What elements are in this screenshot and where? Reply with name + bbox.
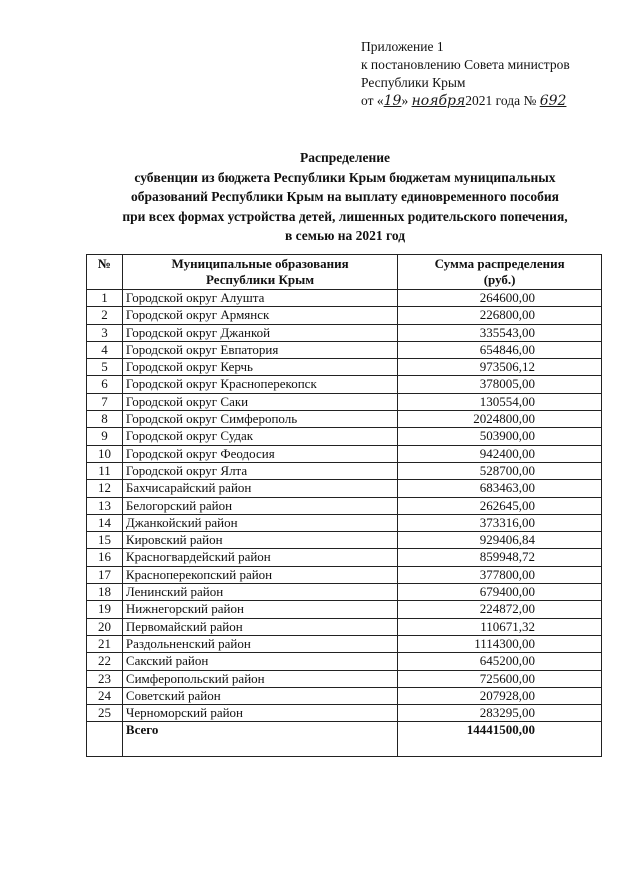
title-line-3: образований Республики Крым на выплату единовременного пособия (131, 189, 559, 204)
row-name: Городской округ Красноперекопск (122, 376, 397, 393)
row-num: 23 (87, 670, 123, 687)
header-amount-line-2: (руб.) (483, 272, 516, 287)
row-amount: 130554,00 (398, 393, 602, 410)
row-num: 5 (87, 359, 123, 376)
row-amount: 645200,00 (398, 653, 602, 670)
row-amount: 262645,00 (398, 497, 602, 514)
row-name: Черноморский район (122, 705, 397, 722)
header-num: № (87, 255, 123, 290)
row-amount: 725600,00 (398, 670, 602, 687)
row-amount: 2024800,00 (398, 411, 602, 428)
table-header-row (87, 255, 602, 290)
row-amount: 373316,00 (398, 514, 602, 531)
header-name-line-2: Республики Крым (206, 272, 315, 287)
row-num: 11 (87, 462, 123, 479)
table-row (87, 445, 602, 462)
table-row (87, 635, 602, 652)
row-name: Белогорский район (122, 497, 397, 514)
row-name: Красноперекопский район (122, 566, 397, 583)
row-amount: 683463,00 (398, 480, 602, 497)
title-line-2: субвенции из бюджета Республики Крым бюджетам муниципальных (134, 169, 556, 185)
row-amount: 503900,00 (398, 428, 602, 445)
table-row (87, 497, 602, 514)
table-row (87, 705, 602, 722)
row-amount: 654846,00 (398, 341, 602, 358)
row-name: Городской округ Керчь (122, 359, 397, 376)
row-num: 25 (87, 705, 123, 722)
row-num: 13 (87, 497, 123, 514)
table-row (87, 653, 602, 670)
row-name: Симферопольский район (122, 670, 397, 687)
row-num: 12 (87, 480, 123, 497)
row-name: Красногвардейский район (122, 549, 397, 566)
row-amount: 264600,00 (398, 290, 602, 307)
title-line-1: Распределение (299, 150, 391, 165)
row-num: 21 (87, 635, 123, 652)
row-num: 10 (87, 445, 123, 462)
header-amount (398, 255, 602, 290)
date-month: ноября (411, 93, 466, 109)
date-prefix: от « (361, 93, 384, 108)
row-num: 22 (87, 653, 123, 670)
table-row (87, 359, 602, 376)
row-name: Городской округ Феодосия (122, 445, 397, 462)
row-name: Сакский район (122, 653, 397, 670)
row-name: Первомайский район (122, 618, 397, 635)
row-name: Советский район (122, 687, 397, 704)
row-num: 8 (87, 411, 123, 428)
row-name: Городской округ Армянск (122, 307, 397, 324)
appendix-date-line (361, 92, 570, 110)
table-row (87, 532, 602, 549)
row-name: Кировский район (122, 532, 397, 549)
appendix-line-3: Республики Крым (361, 75, 466, 90)
table-row (87, 393, 602, 410)
table-row (87, 687, 602, 704)
row-amount: 1114300,00 (398, 635, 602, 652)
row-num: 2 (87, 307, 123, 324)
row-num: 7 (87, 393, 123, 410)
table-row (87, 462, 602, 479)
table-row (87, 480, 602, 497)
row-name: Городской округ Алушта (122, 290, 397, 307)
row-num: 16 (87, 549, 123, 566)
row-amount: 378005,00 (398, 376, 602, 393)
row-num: 15 (87, 532, 123, 549)
date-close: » (401, 93, 409, 108)
row-amount: 377800,00 (398, 566, 602, 583)
row-name: Городской округ Евпатория (122, 341, 397, 358)
row-num: 20 (87, 618, 123, 635)
title-line-5: в семью на 2021 год (284, 228, 406, 243)
table-row (87, 618, 602, 635)
table-row (87, 514, 602, 531)
table-row (87, 341, 602, 358)
total-amount: 14441500,00 (398, 722, 602, 757)
header-name (122, 255, 397, 290)
row-name: Ленинский район (122, 584, 397, 601)
table-row (87, 428, 602, 445)
row-amount: 110671,32 (398, 618, 602, 635)
row-num: 18 (87, 584, 123, 601)
document-title (70, 148, 620, 246)
row-name: Городской округ Саки (122, 393, 397, 410)
row-amount: 859948,72 (398, 549, 602, 566)
row-amount: 679400,00 (398, 584, 602, 601)
table-row (87, 670, 602, 687)
table-total-row (87, 722, 602, 757)
row-name: Раздольненский район (122, 635, 397, 652)
row-num: 1 (87, 290, 123, 307)
title-line-4: при всех формах устройства детей, лишенных родительского попечения, (122, 208, 568, 224)
decree-number: 692 (539, 93, 567, 109)
table-row (87, 307, 602, 324)
date-day: 19 (383, 93, 402, 109)
header-name-line-1: Муниципальные образования (171, 256, 349, 271)
row-amount: 283295,00 (398, 705, 602, 722)
row-name: Бахчисарайский район (122, 480, 397, 497)
table-row (87, 584, 602, 601)
row-num: 14 (87, 514, 123, 531)
row-amount: 226800,00 (398, 307, 602, 324)
row-num: 17 (87, 566, 123, 583)
table-row (87, 411, 602, 428)
table-row (87, 601, 602, 618)
row-amount: 224872,00 (398, 601, 602, 618)
row-name: Городской округ Джанкой (122, 324, 397, 341)
row-name: Городской округ Ялта (122, 462, 397, 479)
row-num: 24 (87, 687, 123, 704)
row-num: 3 (87, 324, 123, 341)
table-row (87, 324, 602, 341)
distribution-table (86, 254, 602, 757)
appendix-line-2: к постановлению Совета министров (361, 57, 570, 72)
header-amount-line-1: Сумма распределения (434, 256, 565, 271)
row-amount: 335543,00 (398, 324, 602, 341)
row-num: 4 (87, 341, 123, 358)
table-row (87, 549, 602, 566)
row-name: Нижнегорский район (122, 601, 397, 618)
row-name: Городской округ Симферополь (122, 411, 397, 428)
row-amount: 528700,00 (398, 462, 602, 479)
row-amount: 942400,00 (398, 445, 602, 462)
row-name: Джанкойский район (122, 514, 397, 531)
row-num: 9 (87, 428, 123, 445)
row-amount: 207928,00 (398, 687, 602, 704)
total-label: Всего (122, 722, 397, 757)
row-num: 19 (87, 601, 123, 618)
appendix-line-1: Приложение 1 (361, 39, 444, 54)
appendix-header (361, 38, 570, 110)
row-name: Городской округ Судак (122, 428, 397, 445)
table-row (87, 566, 602, 583)
table-body (87, 290, 602, 757)
table-row (87, 290, 602, 307)
total-num (87, 722, 123, 757)
row-num: 6 (87, 376, 123, 393)
table-row (87, 376, 602, 393)
date-year: 2021 года № (465, 93, 537, 108)
row-amount: 973506,12 (398, 359, 602, 376)
row-amount: 929406,84 (398, 532, 602, 549)
